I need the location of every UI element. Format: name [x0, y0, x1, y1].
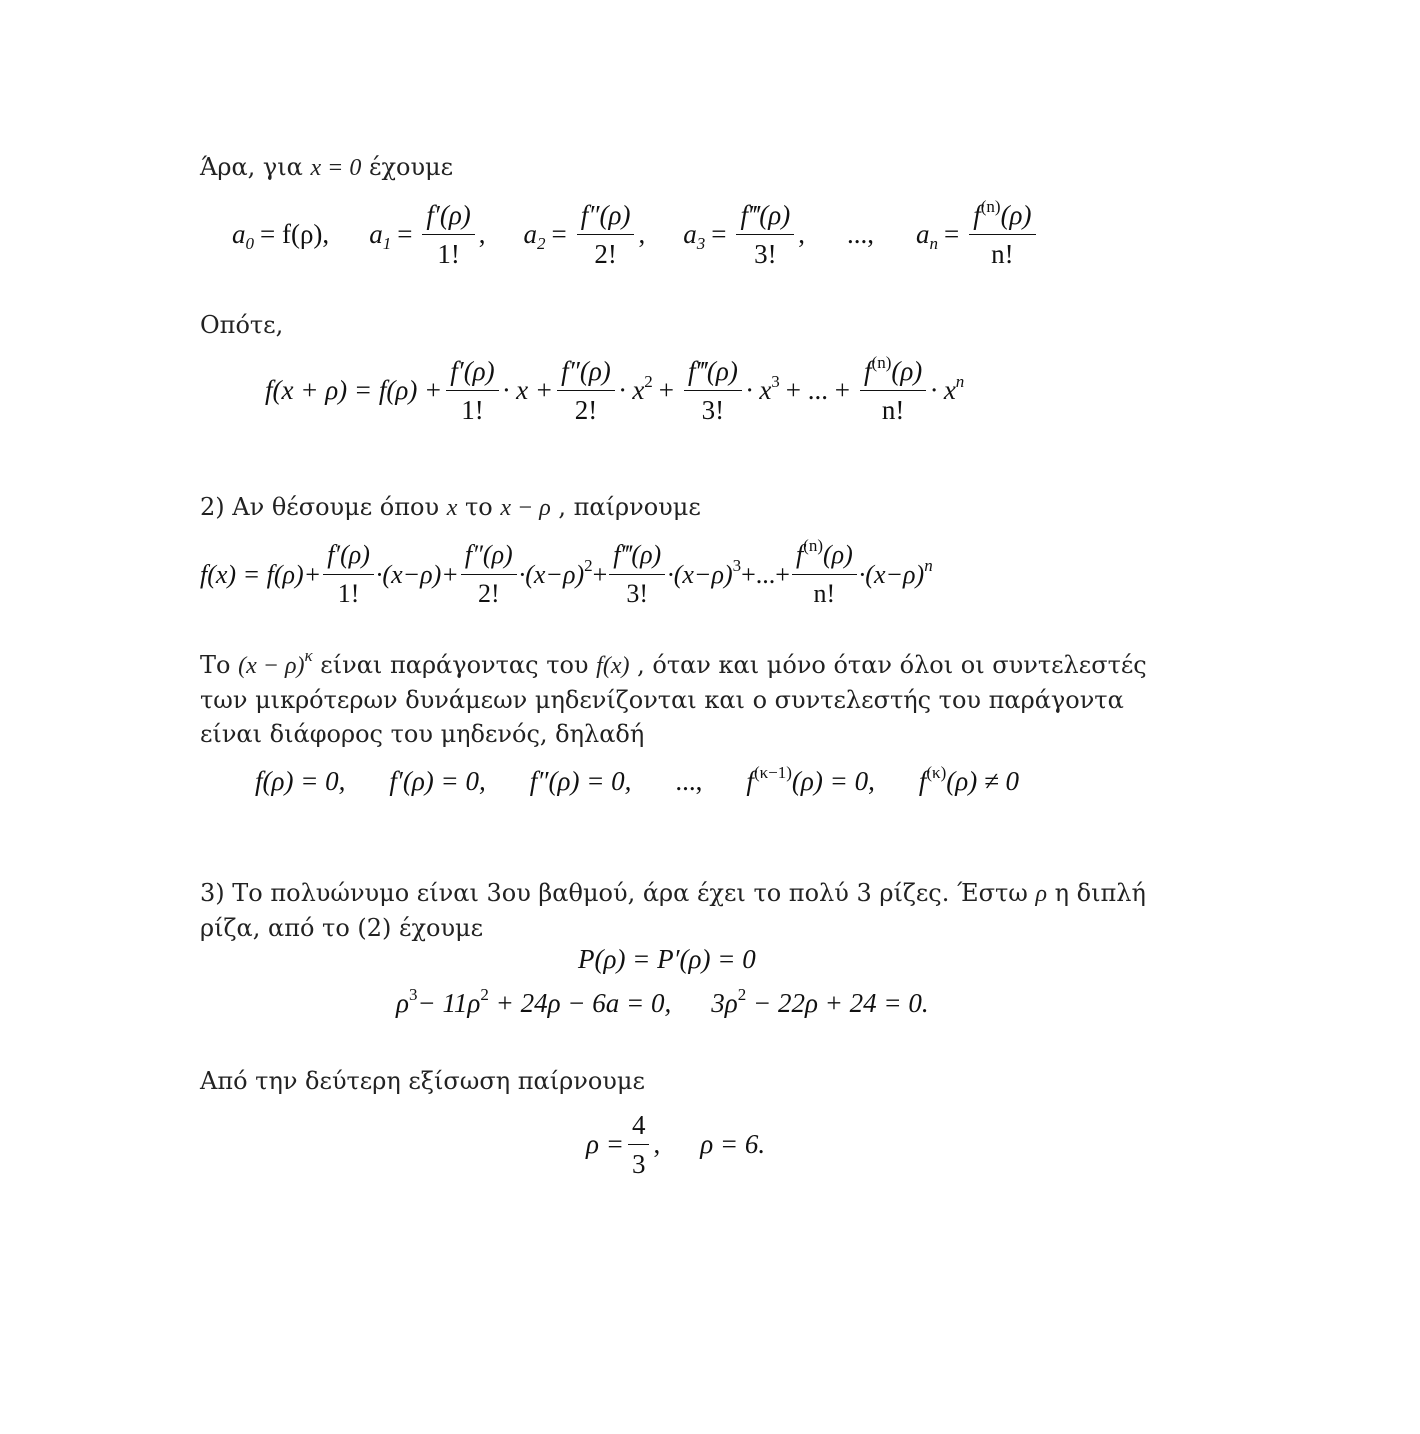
paragraph-therefore — [200, 308, 1180, 342]
taylor1-term2: $\frac{f''(\rho)}{2!}$ — [557, 356, 615, 425]
paragraph-intro — [200, 150, 1180, 185]
taylor1-term3: $\frac{f‴(\rho)}{3!}$ — [684, 356, 742, 425]
text-segment: Άρα, για — [200, 153, 303, 181]
text-segment: Οπότε, — [200, 311, 284, 339]
condition-f2: f″(ρ) = 0, — [529, 766, 632, 796]
ellipsis: ..., — [846, 219, 874, 249]
text-segment: Από την δεύτερη εξίσωση παίρνουμε — [200, 1067, 645, 1095]
paragraph-polynomial — [200, 876, 1160, 945]
taylor1-lhs: f(x + ρ) = f(ρ) + — [265, 375, 443, 405]
text-segment: 2) Αν θέσουμε όπου — [200, 493, 440, 521]
coef-a0: $a_0$ — [232, 219, 254, 253]
fraction-a1: $\frac{f'(\rho)}{1!}$ — [422, 200, 474, 269]
inline-math: x = 0 — [310, 155, 362, 181]
system-eq2: $3\rho^2 - 22\rho + 24 = 0$. — [711, 985, 929, 1018]
text-segment: Το — [200, 651, 231, 679]
solution-rhs: ρ = 6. — [700, 1129, 766, 1159]
coef-a2: $a_2$ — [523, 219, 546, 253]
paragraph-second-equation — [200, 1064, 1180, 1098]
inline-math: x — [446, 495, 458, 521]
coef-a3: $a_3$ — [683, 219, 706, 253]
fraction-a3: $\frac{f‴(\rho)}{3!}$ — [736, 200, 794, 269]
solution-fraction: $\frac{4}{3}$ — [628, 1110, 650, 1179]
taylor1-term1: $\frac{f'(\rho)}{1!}$ — [446, 356, 498, 425]
coef-a0-rhs: = f(ρ), — [260, 219, 330, 249]
ellipsis: ..., — [675, 766, 703, 796]
coef-an: $a_n$ — [915, 219, 938, 253]
text-segment: , παίρνουμε — [558, 493, 701, 521]
fraction-an: $\frac{f^{(n)}(\rho)}{n!}$ — [969, 200, 1035, 269]
system-eq1: $\rho^3- 11\rho^2 + 24\rho - 6a = 0$, — [396, 985, 672, 1018]
equation-conditions — [255, 763, 1020, 797]
condition-fk: $f^{(\kappa)}(\rho) \ne 0$ — [918, 763, 1020, 796]
condition-f1: f′(ρ) = 0, — [389, 766, 486, 796]
text-segment: η διπλή ρίζα, από το (2) έχουμε — [200, 879, 1146, 942]
taylor2-termn: $\frac{f^{(n)}(\rho)}{n!}$ — [792, 540, 857, 609]
taylor2-term2: $\frac{f''(\rho)}{2!}$ — [461, 540, 517, 609]
inline-math: f(x) — [596, 653, 630, 679]
text-segment: είναι παράγοντας του — [320, 651, 589, 679]
condition-fk-1: $f^{(\kappa-1)}(\rho) = 0$, — [746, 763, 875, 796]
equation-double-root: P(ρ) = P′(ρ) = 0 — [578, 944, 756, 974]
text-segment: 3) Το πολυώνυμο είναι 3ου βαθμού, άρα έχει το πολύ 3 ρίζες. Έστω — [200, 879, 1028, 907]
equation-solution: ρ = $\frac{4}{3}$ , ρ = 6. — [586, 1110, 766, 1179]
taylor1-termn: $\frac{f^{(n)}(\rho)}{n!}$ — [860, 356, 926, 425]
inline-math: ρ — [1035, 881, 1048, 907]
condition-f: f(ρ) = 0, — [255, 766, 346, 796]
coef-a1: $a_1$ — [369, 219, 392, 253]
fraction-a2: $\frac{f''(\rho)}{2!}$ — [577, 200, 635, 269]
equation-taylor-general: f(x) = f(ρ)+ $\frac{f'(\rho)}{1!}$ ·(x−ρ)+ $\frac{f''(\rho)}{2!}$ $\cdot(x-\rho)^2$ + $\frac{f‴(\rho)}{3!}$ $\cdot(x-\rho)^3$ +...+ $\frac{f^{(n)}(\rho)}{n!}$ $\cdot(x-\rho)^n$ — [200, 536, 933, 608]
taylor2-term1: $\frac{f'(\rho)}{1!}$ — [323, 540, 374, 609]
equation-taylor-shift: f(x + ρ) = f(ρ) + $\frac{f'(\rho)}{1!}$ · x + $\frac{f''(\rho)}{2!}$ · $x^2$ + $\frac{f‴(\rho)}{3!}$ · $x^3$ + ... + $\frac{f^{(n)}(\rho)}{n!}$ · $x^n$ — [265, 353, 965, 425]
paragraph-substitute — [200, 490, 1180, 525]
text-segment: έχουμε — [369, 153, 454, 181]
paragraph-factor-condition — [200, 648, 1170, 751]
equation-system — [396, 985, 929, 1019]
inline-math: x − ρ — [500, 495, 551, 521]
text-segment: το — [464, 493, 493, 521]
equation-coefficients: $a_0$ = f(ρ), $a_1$ = $\frac{f'(\rho)}{1!}$ , $a_2$ = $\frac{f''(\rho)}{2!}$ , $a_3$ = $\frac{f‴(\rho)}{3!}$ , ..., $a_n$ = $\frac{f^{(n)}(\rho)}{n!}$ — [232, 200, 1040, 269]
solution-lhs: ρ = — [586, 1129, 624, 1159]
inline-math: $(x - \rho)^\kappa$ — [238, 646, 313, 679]
taylor2-term3: $\frac{f‴(\rho)}{3!}$ — [609, 540, 665, 609]
text-segment: , όταν και μόνο όταν όλοι οι συντελεστές των μικρότερων δυνάμεων μηδενίζονται και ο συντελεστής του παράγοντα είναι διάφορος του μηδενός, δηλαδή — [200, 651, 1147, 748]
taylor2-lhs: f(x) = f(ρ)+ — [200, 559, 322, 589]
